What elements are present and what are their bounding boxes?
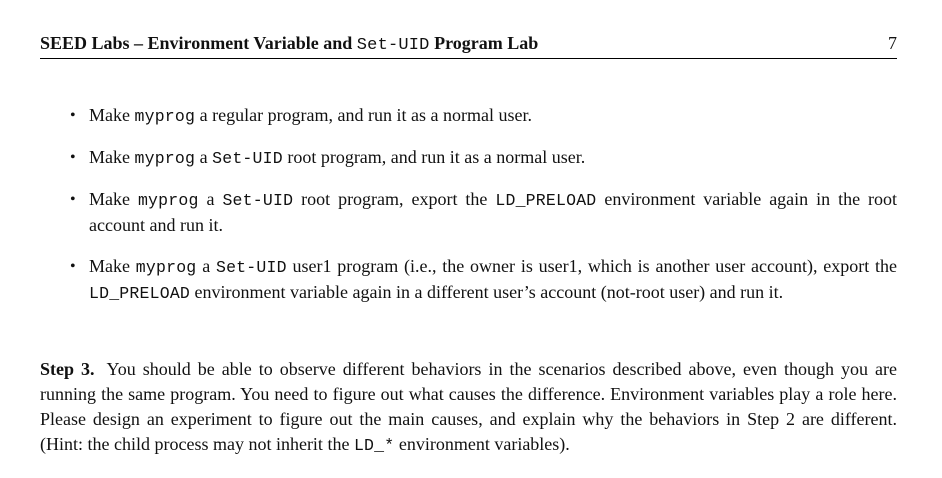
bullet-text: environment variable again in the root account and run it. (89, 189, 898, 235)
step-3-body: You should be able to observe different behaviors in the scenarios described above, even though you are running the same program. You need to figure out what causes the difference. Environment variables play a role here. Please design an experiment to figure out the main causes, and explain why the behaviors in Step 2 are different. (Hint: the child process may not inherit the (40, 359, 897, 454)
inline-code: Set-UID (215, 258, 287, 277)
page-header (40, 33, 897, 55)
step-3-code: LD_* (353, 436, 395, 455)
inline-code: myprog (137, 191, 199, 210)
bullet-text: a (198, 189, 223, 209)
bullet-marker: • (70, 258, 76, 275)
bullet-text: Make (89, 189, 138, 209)
inline-code: LD_PRELOAD (495, 191, 597, 210)
title-code: Set-UID (356, 36, 430, 55)
inline-code: myprog (135, 258, 197, 277)
bullet-text: root program, export the (293, 189, 496, 209)
inline-code: Set-UID (222, 191, 294, 210)
header-rule (40, 58, 897, 59)
step-3-label: Step 3. (40, 359, 95, 379)
bullet-marker: • (70, 149, 76, 166)
bullet-text: root program, and run it as a normal user. (282, 147, 586, 167)
bullet-marker: • (70, 191, 76, 208)
bullet-item (70, 145, 897, 171)
bullet-text: Make (89, 147, 135, 167)
bullet-item (70, 103, 897, 129)
bullet-text: user1 program (i.e., the owner is user1, which is another user account), export the (286, 256, 898, 276)
inline-code: myprog (134, 107, 196, 126)
bullet-marker: • (70, 107, 76, 124)
page-number: 7 (888, 33, 897, 53)
step-3-paragraph (40, 357, 897, 458)
title-suffix: Program Lab (429, 33, 539, 53)
bullet-text: a regular program, and run it as a normal user. (195, 105, 532, 125)
document-title (40, 33, 538, 55)
step-3-body-end: environment variables). (394, 434, 570, 454)
title-prefix: SEED Labs – Environment Variable and (40, 33, 357, 53)
bullet-text: a (196, 256, 216, 276)
bullet-list (70, 103, 897, 322)
bullet-text: environment variable again in a different user’s account (not-root user) and run it. (190, 282, 784, 302)
bullet-text: a (195, 147, 213, 167)
bullet-item (70, 187, 897, 238)
bullet-text: Make (89, 256, 136, 276)
bullet-item (70, 254, 897, 306)
bullet-text: Make (89, 105, 135, 125)
inline-code: myprog (134, 149, 196, 168)
inline-code: LD_PRELOAD (89, 284, 191, 303)
inline-code: Set-UID (212, 149, 283, 168)
